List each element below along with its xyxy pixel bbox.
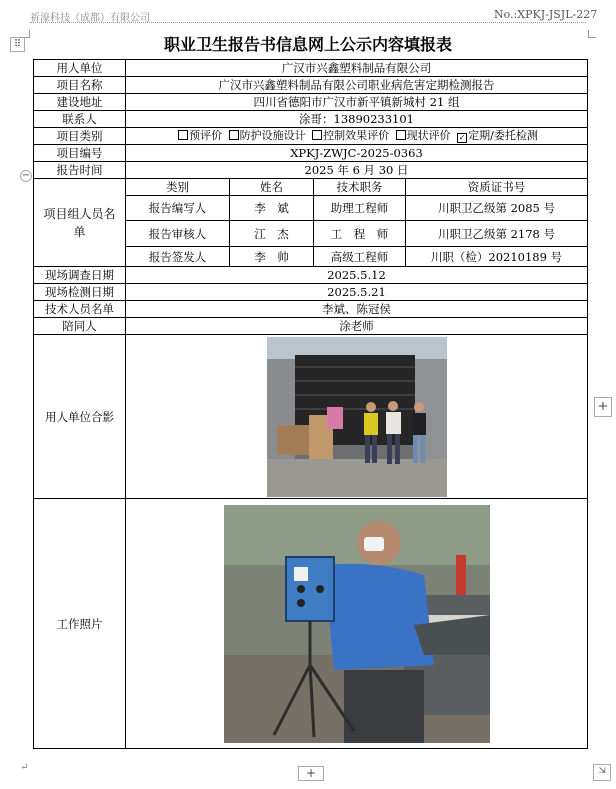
- team-cert: 川职卫乙级第 2178 号: [406, 221, 588, 247]
- team-title: 助理工程师: [314, 196, 406, 221]
- checkbox-icon[interactable]: [229, 130, 239, 140]
- work-photo: [224, 505, 490, 743]
- category-option: 防护设施设计: [239, 129, 306, 142]
- escort-value: 涂老师: [126, 318, 588, 335]
- test-date-label: 现场检测日期: [34, 284, 126, 301]
- page-title: 职业卫生报告书信息网上公示内容填报表: [163, 35, 452, 54]
- work-photo-label: 工作照片: [34, 499, 126, 749]
- group-photo-image: [267, 337, 447, 497]
- employer-label: 用人单位: [34, 60, 126, 77]
- team-cert: 川职卫乙级第 2085 号: [406, 196, 588, 221]
- team-name: 江 杰: [230, 221, 314, 247]
- resize-handle-icon[interactable]: ⇲: [593, 764, 611, 781]
- header-company: 祈濠科技（成都）有限公司: [30, 13, 150, 24]
- category-label: 项目类别: [34, 128, 126, 145]
- team-name: 李 帅: [230, 247, 314, 267]
- tech-label: 技术人员名单: [34, 301, 126, 318]
- group-photo: [267, 337, 447, 497]
- test-date-value: 2025.5.21: [126, 284, 588, 301]
- team-role: 报告审核人: [126, 221, 230, 247]
- employer-value: 广汉市兴鑫塑料制品有限公司: [126, 60, 588, 77]
- group-photo-label: 用人单位合影: [34, 335, 126, 499]
- team-header-title: 技术职务: [314, 179, 406, 196]
- info-table: [33, 59, 588, 749]
- category-options: [126, 128, 588, 145]
- category-option: 控制效果评价: [323, 129, 390, 142]
- escort-label: 陪同人: [34, 318, 126, 335]
- tech-value: 李斌、陈冠侯: [126, 301, 588, 318]
- report-date-value: 2025 年 6 月 30 日: [126, 162, 588, 179]
- checkbox-icon[interactable]: [178, 130, 188, 140]
- plus-icon[interactable]: +: [594, 397, 612, 417]
- team-label: 项目组人员名单: [34, 179, 126, 267]
- category-option: 定期/委托检测: [468, 129, 538, 142]
- project-no-value: XPKJ-ZWJC-2025-0363: [126, 145, 588, 162]
- header-doc-no: No.:XPKJ-JSJL-227: [494, 8, 598, 21]
- team-title: 工 程 师: [314, 221, 406, 247]
- category-option: 现状评价: [406, 129, 451, 142]
- team-cert: 川职（检）20210189 号: [406, 247, 588, 267]
- team-role: 报告编写人: [126, 196, 230, 221]
- project-name-value: 广汉市兴鑫塑料制品有限公司职业病危害定期检测报告: [126, 77, 588, 94]
- project-name-label: 项目名称: [34, 77, 126, 94]
- checked-checkbox-icon[interactable]: ✓: [458, 133, 466, 142]
- work-photo-cell: [126, 499, 588, 749]
- move-handle-icon[interactable]: ⠿: [10, 37, 25, 52]
- group-photo-cell: [126, 335, 588, 499]
- checkbox-icon[interactable]: [312, 130, 322, 140]
- checkbox-icon[interactable]: [396, 130, 406, 140]
- project-no-label: 项目编号: [34, 145, 126, 162]
- work-photo-image: [224, 505, 490, 743]
- team-header-cert: 资质证书号: [406, 179, 588, 196]
- report-date-label: 报告时间: [34, 162, 126, 179]
- team-name: 李 斌: [230, 196, 314, 221]
- team-header-name: 姓名: [230, 179, 314, 196]
- contact-value: 涂哥：13890233101: [126, 111, 588, 128]
- paragraph-mark-icon: ↵: [20, 762, 29, 773]
- address-label: 建设地址: [34, 94, 126, 111]
- contact-label: 联系人: [34, 111, 126, 128]
- team-role: 报告签发人: [126, 247, 230, 267]
- plus-icon[interactable]: +: [298, 766, 324, 781]
- survey-date-value: 2025.5.12: [126, 267, 588, 284]
- team-title: 高级工程师: [314, 247, 406, 267]
- survey-date-label: 现场调查日期: [34, 267, 126, 284]
- header-divider: [30, 22, 586, 23]
- team-header-role: 类别: [126, 179, 230, 196]
- minus-icon[interactable]: −: [21, 170, 31, 181]
- category-option: 预评价: [189, 129, 223, 142]
- address-value: 四川省德阳市广汉市新平镇新城村 21 组: [126, 94, 588, 111]
